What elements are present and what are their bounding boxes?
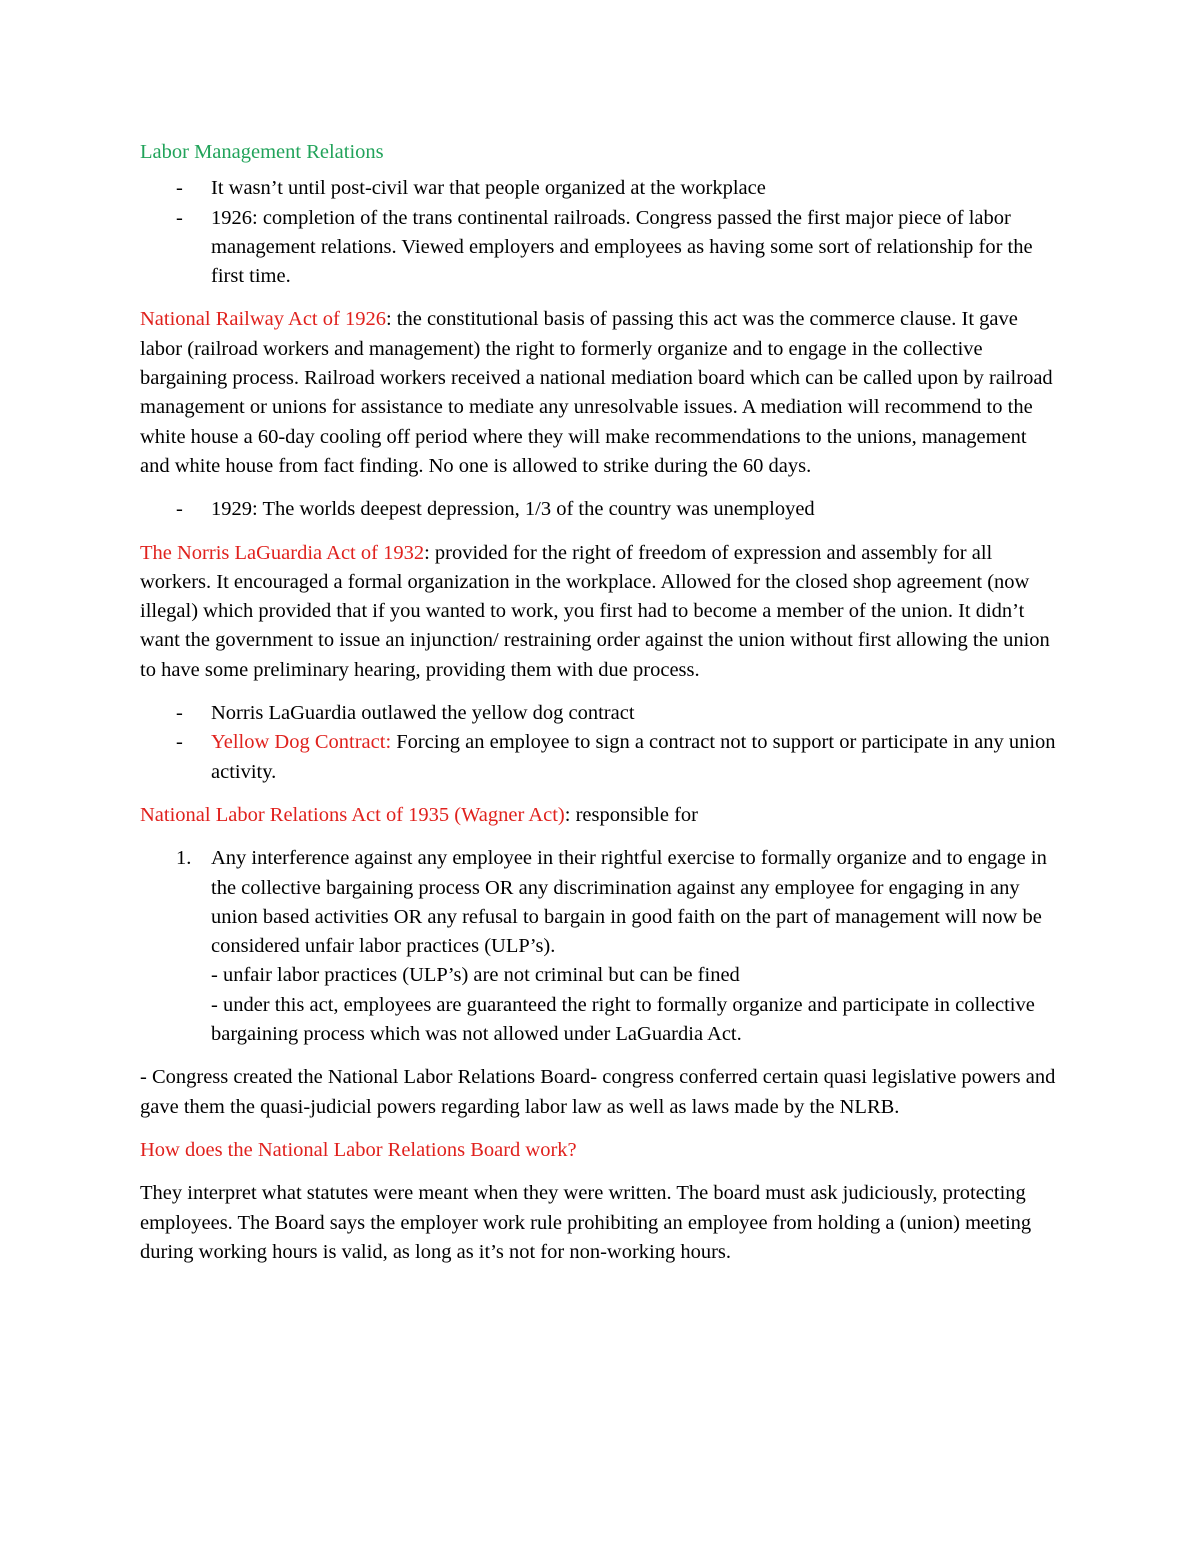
wagner-act-term: National Labor Relations Act of 1935 (Wagner Act)	[140, 803, 565, 826]
wagner-item-sub2: - under this act, employees are guaranteed the right to formally organize and participate in collective bargaining process which was not allowed under LaGuardia Act.	[211, 993, 1035, 1046]
wagner-act-text: : responsible for	[564, 803, 698, 826]
norris-act-term: The Norris LaGuardia Act of 1932	[140, 541, 425, 564]
yellow-dog-text: Forcing an employee to sign a contract not to support or participate in any union activity.	[211, 731, 1056, 783]
bullet-text: 1926: completion of the trans continental railroads. Congress passed the first major piece of labor management relations. Viewed employers and employees as having some sort of relationship for the first time.	[211, 206, 1033, 288]
wagner-item-text: Any interference against any employee in their rightful exercise to formally organize and to engage in the collective bargaining process OR any discrimination against any employee for engaging in any union based activities OR any refusal to bargain in good faith on the part of management will now be considered unfair labor practices (ULP’s).	[211, 847, 1047, 958]
list-item	[140, 495, 1060, 524]
bullet-text: It wasn’t until post-civil war that people organized at the workplace	[211, 177, 766, 200]
nlrb-question-heading: How does the National Labor Relations Board work?	[140, 1138, 577, 1161]
wagner-numbered-list	[140, 844, 1060, 1049]
list-item	[140, 204, 1060, 292]
list-item	[140, 844, 1060, 1049]
railway-act-term: National Railway Act of 1926	[140, 308, 386, 331]
bullet-text: Norris LaGuardia outlawed the yellow dog contract	[211, 702, 635, 725]
railway-act-paragraph	[140, 305, 1060, 481]
list-item	[140, 699, 1060, 728]
bullet-dash: -	[176, 177, 183, 200]
yellow-dog-term: Yellow Dog Contract:	[211, 731, 392, 754]
nlrb-answer-paragraph: They interpret what statutes were meant when they were written. The board must ask judiciously, protecting employees. The Board says the employer work rule prohibiting an employee from holding a (union) meeting during working hours is valid, as long as it’s not for non-working hours.	[140, 1182, 1032, 1263]
depression-bullet-list	[140, 495, 1060, 524]
list-number: 1.	[176, 847, 192, 870]
railway-act-text: : the constitutional basis of passing this act was the commerce clause. It gave labor (railroad workers and management) the right to formerly organize and to engage in the collective bargaining process. Railroad workers received a national mediation board which can be called upon by railroad management or unions for assistance to mediate any unresolvable issues. A mediation will recommend to the white house a 60-day cooling off period where they will make recommendations to the unions, management and white house from fact finding. No one is allowed to strike during the 60 days.	[140, 308, 1053, 477]
bullet-dash: -	[176, 206, 183, 229]
congress-paragraph: - Congress created the National Labor Relations Board- congress conferred certain quasi legislative powers and gave them the quasi-judicial powers regarding labor law as well as laws made by the NLRB.	[140, 1066, 1056, 1118]
bullet-dash: -	[176, 702, 183, 725]
intro-bullet-list	[140, 174, 1060, 291]
bullet-dash: -	[176, 498, 183, 521]
norris-act-text: : provided for the right of freedom of expression and assembly for all workers. It encouraged a formal organization in the workplace. Allowed for the closed shop agreement (now illegal) which provided that if you wanted to work, you first had to become a member of the union. It didn’t want the government to issue an injunction/ restraining order against the union without first allowing the union to have some preliminary hearing, providing them with due process.	[140, 541, 1050, 681]
norris-bullet-list	[140, 699, 1060, 787]
list-item	[140, 728, 1060, 787]
bullet-dash: -	[176, 731, 183, 754]
bullet-text: 1929: The worlds deepest depression, 1/3 of the country was unemployed	[211, 498, 815, 521]
document-title: Labor Management Relations	[140, 141, 384, 163]
norris-act-paragraph	[140, 539, 1060, 685]
wagner-act-paragraph	[140, 801, 1060, 830]
wagner-item-sub1: - unfair labor practices (ULP’s) are not criminal but can be fined	[211, 964, 740, 987]
list-item	[140, 174, 1060, 203]
